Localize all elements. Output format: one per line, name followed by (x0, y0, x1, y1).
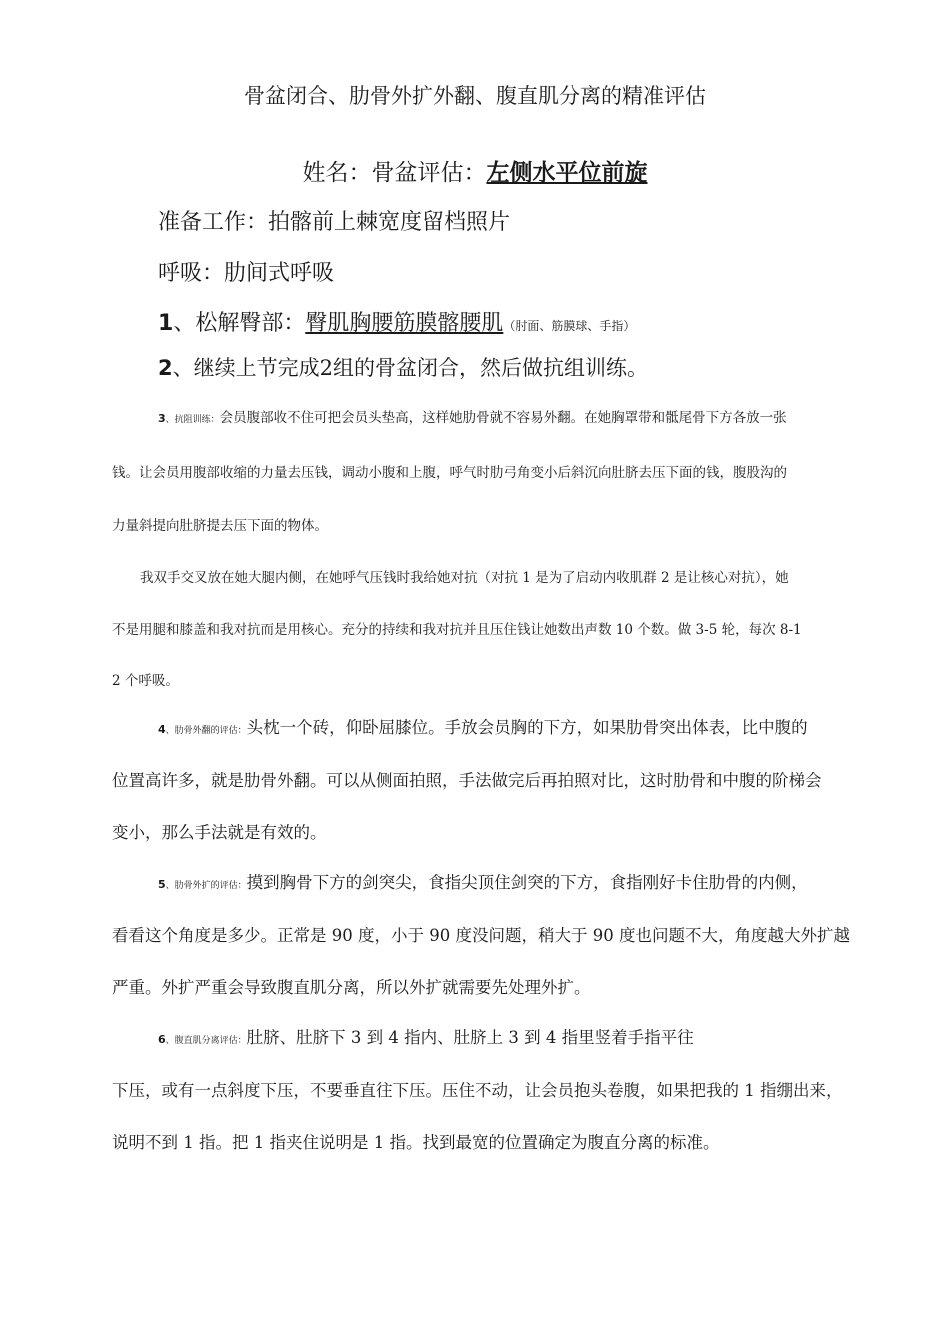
step6-line1 (158, 1024, 694, 1048)
step4-label: 、肋骨外翻的评估： (165, 726, 247, 736)
step5-line2: 看看这个角度是多少。正常是 90 度，小于 90 度没问题，稍大于 90 度也问题不大，角度越大外扩越 (112, 926, 850, 945)
step4-number: 4 (158, 723, 166, 736)
step2-line (158, 352, 648, 382)
step3-text1: 会员腹部收不住可把会员头垫高，这样她肋骨就不容易外翻。在她胸罩带和骶尾骨下方各放一张 (219, 410, 787, 426)
step4-line2: 位置高许多，就是肋骨外翻。可以从侧面拍照，手法做完后再拍照对比，这时肋骨和中腹的阶梯会 (112, 771, 822, 790)
document-title: 骨盆闭合、肋骨外扩外翻、腹直肌分离的精准评估 (244, 84, 706, 108)
step2-text: 、继续上节完成2组的骨盆闭合，然后做抗组训练。 (172, 356, 648, 380)
step3-line1 (158, 406, 787, 426)
step6-line3: 说明不到 1 指。把 1 指夹住说明是 1 指。找到最宽的位置确定为腹直分离的标准。 (112, 1133, 720, 1152)
step4-line1 (158, 714, 808, 738)
step3-label: 、抗阻训练： (165, 415, 220, 425)
step4-text1: 头枕一个砖，仰卧屈膝位。手放会员胸的下方，如果肋骨突出体表，比中腹的 (246, 718, 808, 737)
step1-number: 1 (158, 311, 174, 336)
prep-line: 准备工作：拍髂前上棘宽度留档照片 (158, 210, 511, 235)
subtitle-prefix: 姓名：骨盆评估： (302, 160, 487, 186)
step3-line3: 力量斜提向肚脐提去压下面的物体。 (112, 518, 328, 534)
step5-label: 、肋骨外扩的评估： (165, 881, 247, 891)
step3-para2-line3: 2 个呼吸。 (112, 673, 179, 689)
step5-line1 (158, 869, 808, 893)
subtitle (0, 154, 950, 187)
step6-number: 6 (158, 1033, 166, 1046)
step5-number: 5 (158, 878, 166, 891)
step6-text1: 肚脐、肚脐下 3 到 4 指内、肚脐上 3 到 4 指里竖着手指平往 (246, 1028, 694, 1047)
step6-label: 、腹直肌分离评估： (165, 1036, 247, 1046)
subtitle-highlight: 左侧水平位前旋 (486, 160, 648, 186)
step3-line2: 钱。让会员用腹部收缩的力量去压钱，调动小腹和上腹，呼气时肋弓角变小后斜沉向肚脐去压下面的钱，腹股沟的 (112, 465, 787, 481)
breath-line: 呼吸：肋间式呼吸 (158, 261, 335, 286)
step1-underlined: 臀肌胸腰筋膜髂腰肌 (305, 311, 504, 336)
step1-line (158, 306, 635, 337)
step5-text1: 摸到胸骨下方的剑突尖，食指尖顶住剑突的下方，食指刚好卡住肋骨的内侧， (246, 873, 808, 892)
step1-lead: 、松解臀部： (173, 311, 306, 336)
step1-note: （肘面、筋膜球、手指） (503, 319, 636, 333)
step6-line2: 下压，或有一点斜度下压，不要垂直往下压。压住不动，让会员抱头卷腹，如果把我的 1 指绷出来， (112, 1081, 843, 1100)
step3-para2-line1: 我双手交叉放在她大腿内侧，在她呼气压钱时我给她对抗（对抗 1 是为了启动内收肌群 2 是让核心对抗），她 (140, 570, 789, 586)
step2-number: 2 (158, 356, 173, 380)
step4-line3: 变小，那么手法就是有效的。 (112, 823, 327, 842)
step5-line3: 严重。外扩严重会导致腹直肌分离，所以外扩就需要先处理外扩。 (112, 978, 591, 997)
step3-number: 3 (158, 412, 166, 425)
step3-para2-line2: 不是用腿和膝盖和我对抗而是用核心。充分的持续和我对抗并且压住钱让她数出声数 10 个数。做 3-5 轮，每次 8-1 (112, 622, 802, 638)
